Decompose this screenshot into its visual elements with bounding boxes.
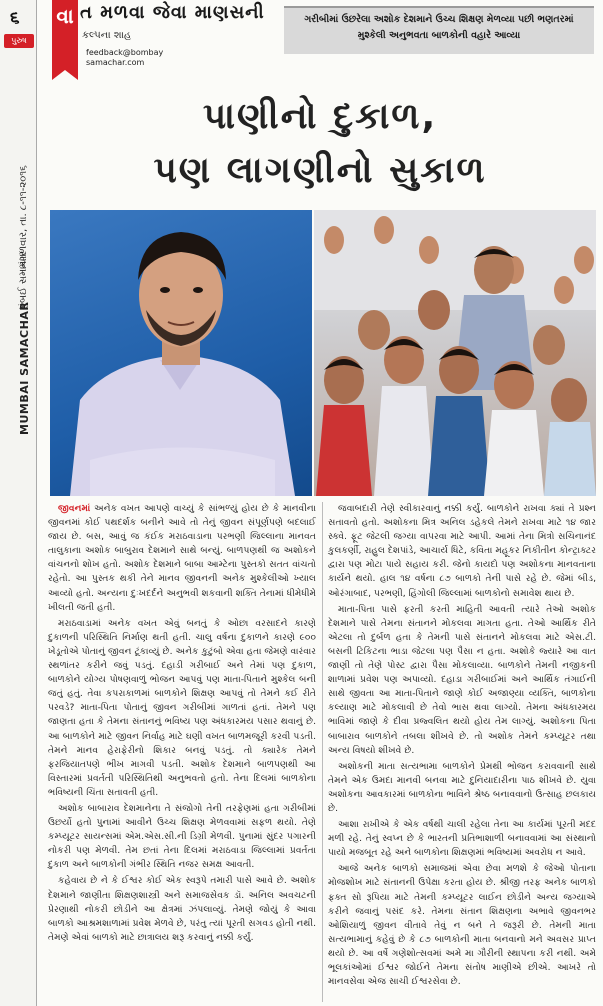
headline-line-1: પાણીનો દુકાળ, bbox=[202, 96, 438, 137]
section-badge: પુરુષ bbox=[4, 34, 34, 48]
deck-box bbox=[284, 6, 594, 54]
article-column-left bbox=[48, 502, 316, 947]
newspaper-name-gujarati: મુંબઈ સમાચાર bbox=[18, 250, 29, 310]
paragraph-text: અનેક વખત આપણે વાચ્યું કે સાંભળ્યું હોય છે કે માનવીના જીવનમાં કોઈ પથદર્શક બનીને આવે તો તેનું જીવન સંપૂર્ણપણે બદલાઈ જાય છે. બસ, આવું જ કંઈક મરાઠવાડાના પરભણી જિલ્લાના માનવત તાલુકાના અશોક બાબુરાવ દેશમાને સાથે બન્યું. બાળપણથી જ અશોકને વાંચનનો શોખ હતો. અશોક દેશમાને બાબા આમ્ટેના પુસ્તકો સતત વાંચતો રહેતો. આ પુસ્તક થકી તેને માનવ જીવનની અનેક મુશ્કેલીઓ ખ્યાલ આવ્યો હતો. અન્યના દુઃખદર્દને અનુભવી શકવાની શક્તિ તેનામાં ધીમેધીમે ખીલતી જતી હતી. bbox=[48, 503, 316, 613]
children-illustration bbox=[314, 210, 596, 496]
sidebar-divider bbox=[36, 0, 37, 1006]
page-number: ૬ bbox=[10, 8, 20, 28]
headline bbox=[40, 90, 600, 198]
column-tag bbox=[52, 0, 78, 70]
column-divider bbox=[322, 502, 323, 1002]
article-paragraph: અશોક બાબારાવ દેશમાનેના તે સંજોગો તેની તરફેણમાં હતા ગરીબીમાં ઉછર્યો હતો પુનામાં આવીને ઉચ્ચ શિક્ષણ મેળવવામાં સફળ થયો. તેણે કમ્પ્યૂટર સાયન્સમાં એમ.એસ.સી.ની ડિગ્રી મેળવી. પુનામાં સુંદર પગારની નોકરી પણ મેળવી. તેમ છતાં તેના દિલમાં મરાઠવાડા જિલ્લામાં પ્રવર્તતા દુકાળ અને બાળકોની ગંભીર સ્થિતિ નજર સમક્ષ આવતી. bbox=[48, 802, 316, 871]
article-paragraph: કહેવાય છે ને કે ઈશ્વર કોઈ એક સ્વરૂપે તમારી પાસે આવે છે. અશોક દેશમાને જાણીતા શિક્ષણશાસ્ત્રી અને સમાજસેવક ડૉ. અનિલ અવચટની પ્રેરણાથી નોકરી છોડીને આ ક્ષેત્રમાં ઝંપલાવ્યું. તેમણે જોયું કે આવા બાળકો આશ્રમશાળામાં પ્રવેશ મેળવે છે, પરંતુ ત્યાં પૂરતી સગવડ હોતી નથી. તેમણે એવાં બાળકો માટે છાત્રાલય શરૂ કરવાનું નક્કી કર્યું. bbox=[48, 875, 316, 943]
author-email: feedback@bombay samachar.com bbox=[86, 48, 164, 67]
article-paragraph: જવાબદારી તેણે સ્વીકારવાનું નક્કી કર્યું. બાળકોને રાખવા ક્યાં તે પ્રશ્ન સતાવતો હતો. અશોકના મિત્ર અનિલ ડહેકલે તેમને રાખવા માટે ૧૪ જાર સ્ક્વે. ફૂટ જેટલી જગ્યા વાપરવા માટે આપી. આમાં તેના મિત્રો સચિનાનંદ કુલકર્ણી, રાહુલ દેશપાંડે, આચાર્ય ધિટે, કવિતા મહૂકર નિકીતીન કોન્ટ્રાક્ટર દ્વારા પણ મોટા પાયે સહાય કરી. જેનો કાયદો પણ અશોકના માનવતાના કાર્યને થયો. હાલ ૧૪ વર્ષના ૮૭ બાળકો તેની પાસે રહે છે. જેમાં બીડ, ઓરંગાબાદ, પરભણી, હિંગોલી જિલ્લામાં બાળકોનો સમાવેશ થાય છે. bbox=[328, 503, 596, 599]
article-column-right bbox=[328, 502, 596, 991]
column-title: ત મળવા જેવા માણસની bbox=[80, 2, 265, 23]
article-paragraph: મરાઠવાડામાં અનેક વખત એવું બનતું કે ઓછા વરસાદને કારણે દુકાળની પરિસ્થિતિ નિર્માણ થતી હતી. ચાલુ વર્ષના દુકાળને કારણે ૯૦૦ ખેડૂતોએ પોતાનું જીવન ટૂંકાવ્યું છે. અનેક કુટુંબો એવા હતા જેમણે વારંવાર સ્થળાંતર કરીને જવું પડતું. દહાડી ગરીબાઈ અને તેમાં પણ દુકાળ, બાળકોને યોગ્ય પોષણવાળું ભોજન આપવું પણ માતા-પિતાને મુશ્કેલ બની જતું હતું. તેવા કપરાકાળમાં બાળકોને શિક્ષણ આપવું તો તેમને કઈ રીતે પરવડે? માતા-પિતા પોતાનું જીવન ગરીબીમાં ગાળતાં હતાં. તેમને પણ જાણતા હતા કે તેમના સંતાનનું ભવિષ્ય પણ અંધકારમય પસાર થવાનું છે. આ બાળકોને માટે જીવન નિર્વાહ માટે ઘણી વખત બાળમજૂરી કરવી પડતી. તેમને માનવ હેરાફેરીનો શિકાર બનવું પડતું. તો ક્યારેક તેમને ફરજિયાતપણે ભીખ માગવી પડતી. અશોક દેશમાને બાળપણથી આ વિસ્તારમાં પ્રવર્તતી પરિસ્થિતિથી અનુભવતો હતો. તેના દિલમાં બાળકોના ભવિષ્યની ચિંતા સતાવતી હતી. bbox=[48, 617, 316, 798]
lead-word: જીવનમાં bbox=[58, 503, 91, 514]
newspaper-name: MUMBAI SAMACHAR bbox=[18, 301, 31, 435]
article-paragraph: આશા રાખીએ કે એક વર્ષથી ચાલી રહેલા તેના આ કાર્યમાં પૂરતી મદદ મળી રહે. તેનું સ્વપ્ન છે કે ભારતની પ્રતિભાશાળી બનાવવામાં આ સંસ્થાનો પાયો મજબૂત રહે અને બાળકોના શિક્ષણમાં ભવિષ્યમાં અવરોધ ન આવે. bbox=[328, 819, 596, 859]
issue-date: મંગળવાર, તા. ૮-૧૧-૨૦૧૬ bbox=[18, 165, 29, 268]
portrait-illustration bbox=[50, 210, 312, 496]
portrait-photo bbox=[50, 210, 312, 496]
article-body bbox=[48, 502, 598, 1002]
article-paragraph: આજે અનેક બાળકો સમાજમાં એવા છેવા મળશે કે જેઓ પોતાના મોજશોખ માટે સંતાનની ઉપેક્ષા કરતા હોય છે. શ્રીજી તરફ અનેક બાળકો ફક્ત સો રૂપિયા માટે તેમની કમ્પ્યૂટર લાઈન છોડીને અન્ય જગ્યાએ કરીને જવાનું પસંદ કરે. તેમના સંતાન શિક્ષણના અભાવે જીવનભર ઓશિયાળું જીવન વીતાવે તેવું ન બને તે જરૂરી છે. તેમની માતા સત્યભામાનું કહેવું છે કે ૮૭ બાળકોની માતા બનવાનો મને અવસર પ્રાપ્ત થયો છે. આ વર્ષે ગણેશોત્સવમાં અમે મા ગૌરીની સ્થાપના કરી નથી. અમે ભૂલકાંઓમાં ઈશ્વર જોઈને તેમના સંતોષ માણીએ છીએ. આખરે તો માનવસેવા એજ સાચી ઈશ્વરસેવા છે. bbox=[328, 863, 596, 988]
column-tag-letter: વા bbox=[56, 4, 74, 28]
article-paragraph bbox=[48, 502, 316, 615]
headline-line-2: પણ લાગણીનો સુકાળ bbox=[153, 150, 487, 191]
article-paragraph: માતા-પિતા પાસે ફરતી કરતી માહિતી આવતી ત્યારે તેઓ અશોક દેશમાને પાસે તેમના સંતાનને મોકલવા માગતા હતા. તેઓ આર્થિક રીતે એટલા તો દુર્બળ હતા કે તેમની પાસે સંતાનને મોકલવા માટે એસ.ટી. બસની ટિકિટના ભાડા જેટલા પણ પૈસા ન હતા. અશોકે જ્યારે આ વાત જાણી તો તેણે પોસ્ટ દ્વારા પૈસા મોકલાવ્યા. બાળકોને તેમની નજીકની શાળામાં પ્રવેશ પણ અપાવ્યો. દહાડા ગરીબાઈમાં અને આર્થિક તંગાઈની સાથે જીવતા આ માતા-પિતાને જાણે કોઈ અજાણ્યા વ્યક્તિ, બાળકોના કલ્યાણ માટે મોકલાવી છે તેવો ભાસ થવા લાગ્યો. તેમના અંધકારમય ભાવિમાં જાણે કે દીવા પ્રજ્વલિત થયો હોય તેમ લાગ્યું. અશોકના પિતા બાબારાવ બાળકોને તબલા શીખવે છે. તો અશોક તેમને કમ્પ્યૂટર તથા અન્ય વિષયો શીખવે છે. bbox=[328, 603, 596, 756]
author-name: કલ્પના શાહ bbox=[82, 30, 132, 41]
deck-text: ગરીબીમાં ઉછરેલા અશોક દેશમાને ઉચ્ચ શિક્ષણ મેળવ્યા પછી ભણતરમાં મુશ્કેલી અનુભવતા બાળકોની વહારે આવ્યા bbox=[304, 14, 574, 41]
children-group-photo bbox=[314, 210, 596, 496]
article-paragraph: અશોકની માતા સત્યભામા બાળકોને પ્રેમથી ભોજન કરાવવાની સાથે તેમને એક ઉમદા માનવી બનવા માટે દુનિયાદારીના પાઠ શીખવે છે. યુવા અશોકના આવકારમાં બાળકોના ભાવિને શ્રેષ્ઠ બનાવવાનો ઉત્સાહ છલકાય છે. bbox=[328, 760, 596, 814]
sidebar bbox=[0, 0, 36, 1006]
